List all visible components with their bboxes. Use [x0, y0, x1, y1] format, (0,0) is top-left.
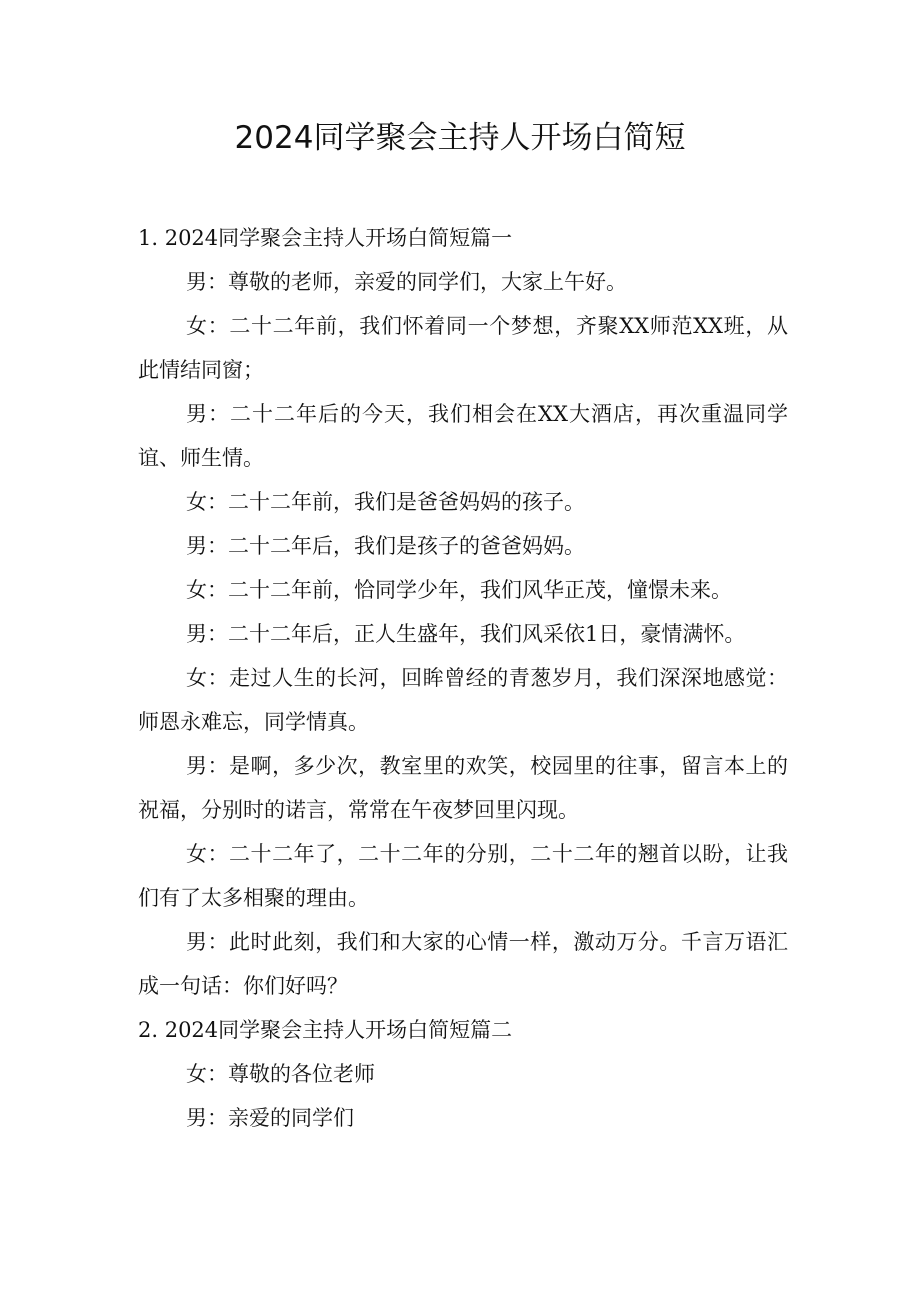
document-body	[138, 216, 788, 1140]
paragraph: 女：二十二年前，恰同学少年，我们风华正茂，憧憬未来。	[186, 578, 732, 602]
section-heading: 1. 2024同学聚会主持人开场白简短篇一	[138, 226, 513, 250]
paragraph: 男：二十二年后，我们是孩子的爸爸妈妈。	[186, 534, 585, 558]
section-1	[138, 216, 788, 1008]
paragraph: 男：亲爱的同学们	[186, 1106, 354, 1130]
paragraph: 女：二十二年前，我们是爸爸妈妈的孩子。	[186, 490, 585, 514]
section-heading: 2. 2024同学聚会主持人开场白简短篇二	[138, 1018, 513, 1042]
section-2	[138, 1008, 788, 1140]
paragraph: 女：尊敬的各位老师	[186, 1062, 375, 1086]
paragraph: 女：二十二年前，我们怀着同一个梦想，齐聚XX师范XX班，从此情结同窗；	[138, 314, 788, 382]
document-title: 2024同学聚会主持人开场白简短	[234, 120, 686, 156]
paragraph: 男：二十二年后的今天，我们相会在XX大酒店，再次重温同学谊、师生情。	[138, 402, 788, 470]
paragraph: 男：是啊，多少次，教室里的欢笑，校园里的往事，留言本上的祝福，分别时的诺言，常常在午夜梦回里闪现。	[138, 754, 788, 822]
paragraph: 男：此时此刻，我们和大家的心情一样，激动万分。千言万语汇成一句话：你们好吗？	[138, 930, 788, 998]
paragraph: 女：二十二年了，二十二年的分别，二十二年的翘首以盼，让我们有了太多相聚的理由。	[138, 842, 788, 910]
paragraph: 女：走过人生的长河，回眸曾经的青葱岁月，我们深深地感觉：师恩永难忘，同学情真。	[138, 666, 788, 734]
paragraph: 男：二十二年后，正人生盛年，我们风采依1日，豪情满怀。	[186, 622, 746, 646]
paragraph: 男：尊敬的老师，亲爱的同学们，大家上午好。	[186, 270, 627, 294]
